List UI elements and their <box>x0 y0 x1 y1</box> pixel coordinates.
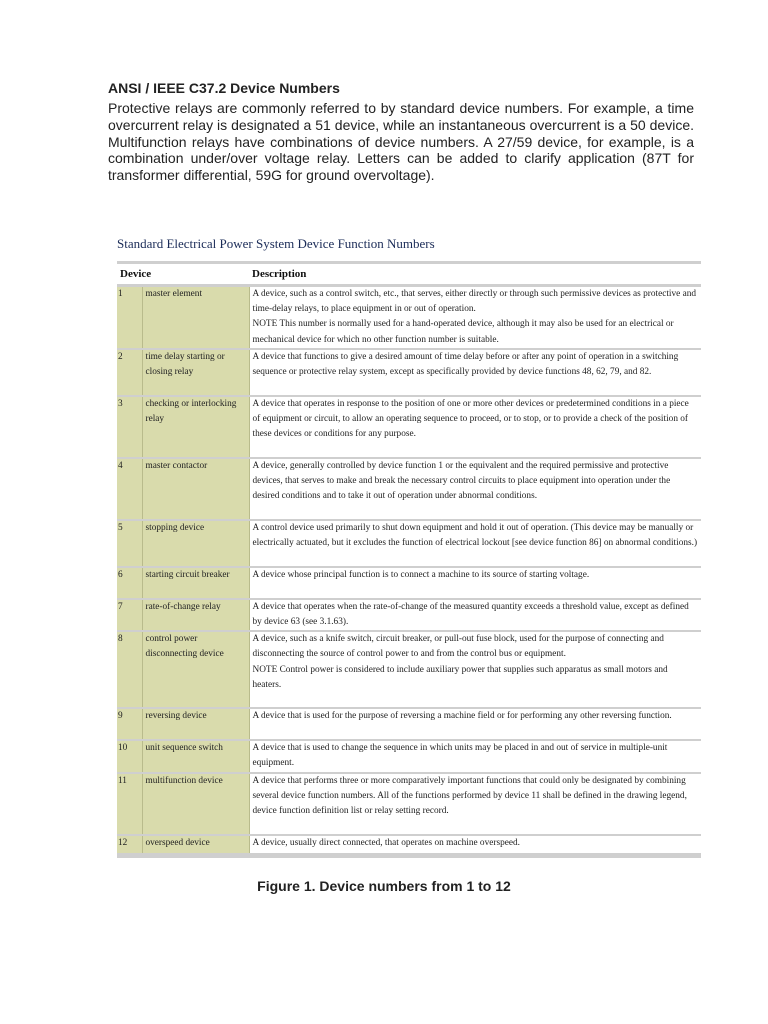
device-number: 1 <box>117 286 142 349</box>
table-row <box>117 567 701 599</box>
device-number: 8 <box>117 631 142 708</box>
device-description-cell <box>249 708 701 740</box>
device-description: A device that operates when the rate-of-change of the measured quantity exceeds a threshold value, except as defined by device 63 (see 3.1.63). <box>252 601 689 628</box>
table-row <box>117 599 701 631</box>
device-description-cell <box>249 567 701 599</box>
table-row <box>117 396 701 458</box>
device-name: starting circuit breaker <box>142 567 249 599</box>
device-number: 4 <box>117 458 142 520</box>
device-name: rate-of-change relay <box>142 599 249 631</box>
device-description-cell <box>249 520 701 567</box>
device-number: 12 <box>117 835 142 854</box>
device-name: unit sequence switch <box>142 740 249 772</box>
table-body <box>117 286 701 854</box>
document-heading: ANSI / IEEE C37.2 Device Numbers <box>108 80 340 96</box>
device-name: overspeed device <box>142 835 249 854</box>
device-description: A control device used primarily to shut down equipment and hold it out of operation. (This device may be manually or electrically actuated, but it excludes the function of electrical lockout [see device function 86] on abnormal conditions.) <box>252 522 698 549</box>
header-description: Description <box>249 263 701 286</box>
table-header-row <box>117 263 701 286</box>
device-number: 9 <box>117 708 142 740</box>
device-name: stopping device <box>142 520 249 567</box>
device-number: 7 <box>117 599 142 631</box>
device-name: control power disconnecting device <box>142 631 249 708</box>
device-description: A device, such as a knife switch, circuit breaker, or pull-out fuse block, used for the purpose of connecting and disconnecting the source of control power to and from the control bus or equipment. <box>252 634 664 660</box>
table-row <box>117 835 701 854</box>
device-description: A device that functions to give a desired amount of time delay before or after any point of operation in a switching sequence or protective relay system, except as specifically provided by device functions 48, 62, 79, and 82. <box>252 351 679 378</box>
device-function-table <box>117 261 701 855</box>
device-number: 2 <box>117 349 142 396</box>
device-description-cell <box>249 286 701 349</box>
device-description: A device, generally controlled by device function 1 or the equivalent and the required permissive and protective devices, that serves to make and break the necessary control circuits to place equipment into operation under the desired conditions and to take it out of operation under abnormal conditions. <box>252 460 671 502</box>
device-description: A device, usually direct connected, that operates on machine overspeed. <box>252 837 520 848</box>
table-row <box>117 740 701 772</box>
device-description: A device that operates in response to the position of one or more other devices or predetermined conditions in a piece of equipment or circuit, to allow an operating sequence to proceed, or to stop, or to provide a check of the position of these devices or conditions for any purpose. <box>252 398 689 440</box>
device-number: 5 <box>117 520 142 567</box>
device-description-cell <box>249 396 701 458</box>
device-name: master element <box>142 286 249 349</box>
device-note: NOTE Control power is considered to include auxiliary power that supplies such apparatus as small motors and heaters. <box>252 664 668 690</box>
device-description-cell <box>249 599 701 631</box>
device-description-cell <box>249 349 701 396</box>
device-description: A device that performs three or more comparatively important functions that could only be designated by combining several device function numbers. All of the functions performed by device 11 shall be defined in the drawing legend, device function definition list or relay setting record. <box>252 775 687 817</box>
table-row <box>117 708 701 740</box>
device-name: multifunction device <box>142 773 249 835</box>
table-row <box>117 773 701 835</box>
device-description-cell <box>249 773 701 835</box>
intro-paragraph: Protective relays are commonly referred to by standard device numbers. For example, a time overcurrent relay is designated a 51 device, while an instantaneous overcurrent is a 50 device. Multifunction relays have combinations of device numbers. A 27/59 device, for example, is a combination under/over voltage relay. Letters can be added to clarify application (87T for transformer differential, 59G for ground overvoltage). <box>108 100 694 184</box>
device-number: 6 <box>117 567 142 599</box>
device-name: reversing device <box>142 708 249 740</box>
table-title: Standard Electrical Power System Device Function Numbers <box>117 236 435 251</box>
device-note: NOTE This number is normally used for a hand-operated device, although it may also be used for an electrical or mechanical device for which no other function number is suitable. <box>252 319 674 345</box>
device-description: A device whose principal function is to connect a machine to its source of starting voltage. <box>252 569 590 580</box>
table-row <box>117 520 701 567</box>
device-number: 11 <box>117 773 142 835</box>
table-row <box>117 631 701 708</box>
device-description-cell <box>249 631 701 708</box>
device-name: time delay starting or closing relay <box>142 349 249 396</box>
device-description-cell <box>249 458 701 520</box>
header-device: Device <box>117 263 249 286</box>
device-description: A device that is used to change the sequence in which units may be placed in and out of service in multiple-unit equipment. <box>252 743 668 769</box>
device-name: master contactor <box>142 458 249 520</box>
device-description-cell <box>249 835 701 854</box>
device-number: 10 <box>117 740 142 772</box>
table-row <box>117 286 701 349</box>
device-number: 3 <box>117 396 142 458</box>
device-description: A device that is used for the purpose of reversing a machine field or for performing any other reversing function. <box>252 711 672 722</box>
device-name: checking or interlocking relay <box>142 396 249 458</box>
figure-caption: Figure 1. Device numbers from 1 to 12 <box>257 878 511 894</box>
device-table-figure <box>117 236 701 858</box>
device-description: A device, such as a control switch, etc., that serves, either directly or through such permissive devices as protective and time-delay relays, to place equipment in or out of operation. <box>252 289 697 315</box>
table-bottom-rule <box>117 855 701 858</box>
table-row <box>117 458 701 520</box>
table-row <box>117 349 701 396</box>
device-description-cell <box>249 740 701 772</box>
